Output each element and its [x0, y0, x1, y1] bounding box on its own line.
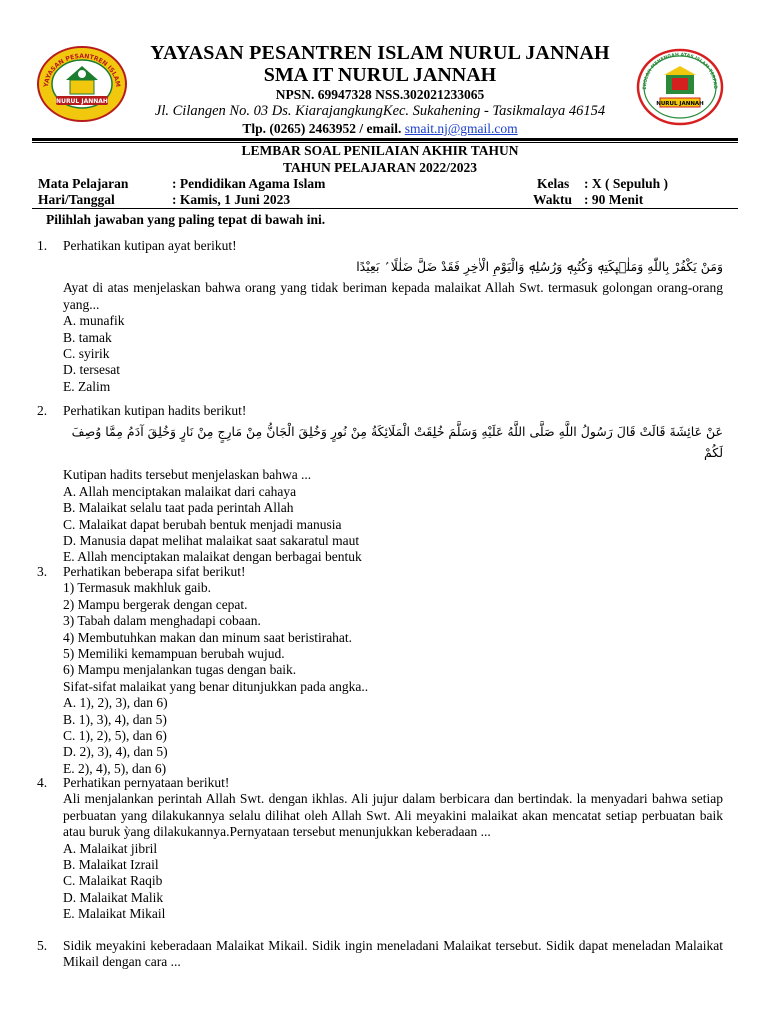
time-label: Waktu: [533, 192, 573, 207]
option-d[interactable]: D. Manusia dapat melihat malaikat saat sakaratul maut: [63, 533, 360, 549]
option-d[interactable]: D. Malaikat Malik: [63, 889, 164, 905]
time-value: : 90 Menit: [584, 192, 644, 207]
question-number: 1.: [37, 238, 48, 253]
exam-title: LEMBAR SOAL PENILAIAN AKHIR TAHUN: [241, 143, 519, 158]
question-number: 4.: [37, 775, 48, 790]
svg-text:NURUL JANNAH: NURUL JANNAH: [656, 101, 704, 107]
pesantren-logo: [36, 44, 128, 122]
question-intro: Perhatikan pernyataan berikut!: [63, 775, 230, 790]
statement-item: 5) Memiliki kemampuan berubah wujud.: [63, 646, 285, 662]
option-c[interactable]: C. Malaikat dapat berubah bentuk menjadi manusia: [63, 516, 342, 532]
option-b[interactable]: B. tamak: [63, 329, 112, 345]
option-d[interactable]: D. 2), 3), 4), dan 5): [63, 744, 168, 760]
class-label: Kelas: [537, 176, 570, 191]
option-b[interactable]: B. Malaikat Izrail: [63, 857, 159, 873]
date-value: : Kamis, 1 Juni 2023: [172, 192, 291, 207]
statement-item: 4) Membutuhkan makan dan minum saat beristirahat.: [63, 629, 353, 645]
option-b[interactable]: B. 1), 3), 4), dan 5): [63, 711, 167, 727]
question-stem: Sifat-sifat malaikat yang benar ditunjukkan pada angka..: [63, 678, 369, 694]
arabic-verse: وَمَنْ يَكْفُرْ بِاللّٰهِ وَمَلٰۤىِٕكَتِهٖ وَكُتُبِهٖ وَرُسُلِهٖ وَالْيَوْمِ الْاٰخِرِ فَقَدْ ضَلَّ ضَلٰلًا ۢ بَعِيْدًا: [356, 259, 723, 275]
option-e[interactable]: E. Allah menciptakan malaikat dengan berbagai bentuk: [63, 549, 362, 565]
option-b[interactable]: B. Malaikat selalu taat pada perintah Allah: [63, 500, 294, 516]
svg-text:NURUL JANNAH: NURUL JANNAH: [56, 98, 108, 105]
arabic-hadith: عَنْ عَائِشَةَ قَالَتْ قَالَ رَسُولُ اللَّهِ صَلَّى اللَّهُ عَلَيْهِ وَسَلَّمَ خُلِقَتْ الْمَلَائِكَةُ مِنْ نُورٍ وَخُلِقَ الْجَانُّ مِنْ مَارِجٍ مِنْ نَارٍ وَخُلِقَ آدَمُ مِمَّا وُصِفَ لَكُمْ: [71, 424, 723, 461]
svg-text:SEKOLAH MENENGAH ATAS ISLAM TE: EKOLAH MENENGAH ATAS ISLAM TERPAD: [642, 52, 718, 90]
svg-text:YAYASAN PESANTREN ISLAM: YAYASAN PESANTREN ISLAM: [42, 52, 122, 88]
question-intro: Perhatikan kutipan hadits berikut!: [63, 403, 247, 418]
option-c[interactable]: C. syirik: [63, 346, 110, 362]
option-a[interactable]: A. munafik: [63, 313, 125, 329]
school-address: Jl. Cilangen No. 03 Ds. KiarajangkungKec. Sukahening - Tasikmalaya 46154: [154, 103, 606, 119]
info-divider: [32, 208, 738, 209]
option-e[interactable]: E. 2), 4), 5), dan 6): [63, 760, 167, 776]
email-link[interactable]: smait.nj@gmail.com: [404, 121, 518, 136]
question-number: 5.: [37, 938, 48, 953]
question-number: 2.: [37, 403, 48, 418]
statement-item: 1) Termasuk makhluk gaib.: [63, 580, 212, 596]
question-number: 3.: [37, 564, 48, 579]
question-stem: Kutipan hadits tersebut menjelaskan bahwa ...: [63, 467, 312, 483]
subject-value: : Pendidikan Agama Islam: [172, 176, 326, 191]
option-e[interactable]: E. Zalim: [63, 378, 111, 394]
option-d[interactable]: D. tersesat: [63, 362, 120, 378]
option-c[interactable]: C. Malaikat Raqib: [63, 873, 163, 889]
question-stem: Ali menjalankan perintah Allah Swt. dengan ikhlas. Ali jujur dalam berbicara dan bertindak. la menyadari bahwa setiap perbuatan yang dilakukannya selalu dilihat oleh Allah Swt. Ali meyakini malaikat akan mencatat setiap perbuatan baik atau buruk ỳang dilakukannya.Pernyataan tersebut menunjukkan keberadaan ...: [63, 791, 723, 840]
statement-item: 3) Tabah dalam menghadapi cobaan.: [63, 613, 261, 629]
header-divider-thick: [32, 138, 738, 141]
foundation-name: YAYASAN PESANTREN ISLAM NURUL JANNAH: [150, 42, 610, 64]
school-name: SMA IT NURUL JANNAH: [263, 64, 497, 86]
school-registration: NPSN. 69947328 NSS.302021233065: [275, 87, 485, 102]
statement-item: 6) Mampu menjalankan tugas dengan baik.: [63, 662, 297, 678]
academic-year: TAHUN PELAJARAN 2022/2023: [282, 160, 477, 175]
school-contact: [120, 121, 640, 137]
question-stem: Ayat di atas menjelaskan bahwa orang yang tidak beriman kepada malaikat Allah Swt. termasuk golongan orang-orang yang...: [63, 280, 723, 312]
class-value: : X ( Sepuluh ): [584, 176, 669, 191]
school-logo: [636, 48, 724, 126]
question-stem: Sidik meyakini keberadaan Malaikat Mikail. Sidik ingin meneladani Malaikat tersebut. Sidik dapat meneladan Malaikat Mikail dengan cara ...: [63, 938, 723, 970]
date-label: Hari/Tanggal: [38, 192, 115, 207]
option-c[interactable]: C. 1), 2), 5), dan 6): [63, 728, 167, 744]
option-a[interactable]: A. 1), 2), 3), dan 6): [63, 695, 168, 711]
phone-text: Tlp. (0265) 2463952 / email.: [242, 121, 405, 136]
subject-label: Mata Pelajaran: [38, 176, 129, 191]
instruction: Pilihlah jawaban yang paling tepat di bawah ini.: [46, 212, 326, 227]
option-a[interactable]: A. Malaikat jibril: [63, 840, 158, 856]
option-a[interactable]: A. Allah menciptakan malaikat dari cahaya: [63, 483, 297, 499]
option-e[interactable]: E. Malaikat Mikail: [63, 906, 166, 922]
question-intro: Perhatikan beberapa sifat berikut!: [63, 564, 246, 579]
statement-item: 2) Mampu bergerak dengan cepat.: [63, 596, 248, 612]
question-intro: Perhatikan kutipan ayat berikut!: [63, 238, 237, 253]
